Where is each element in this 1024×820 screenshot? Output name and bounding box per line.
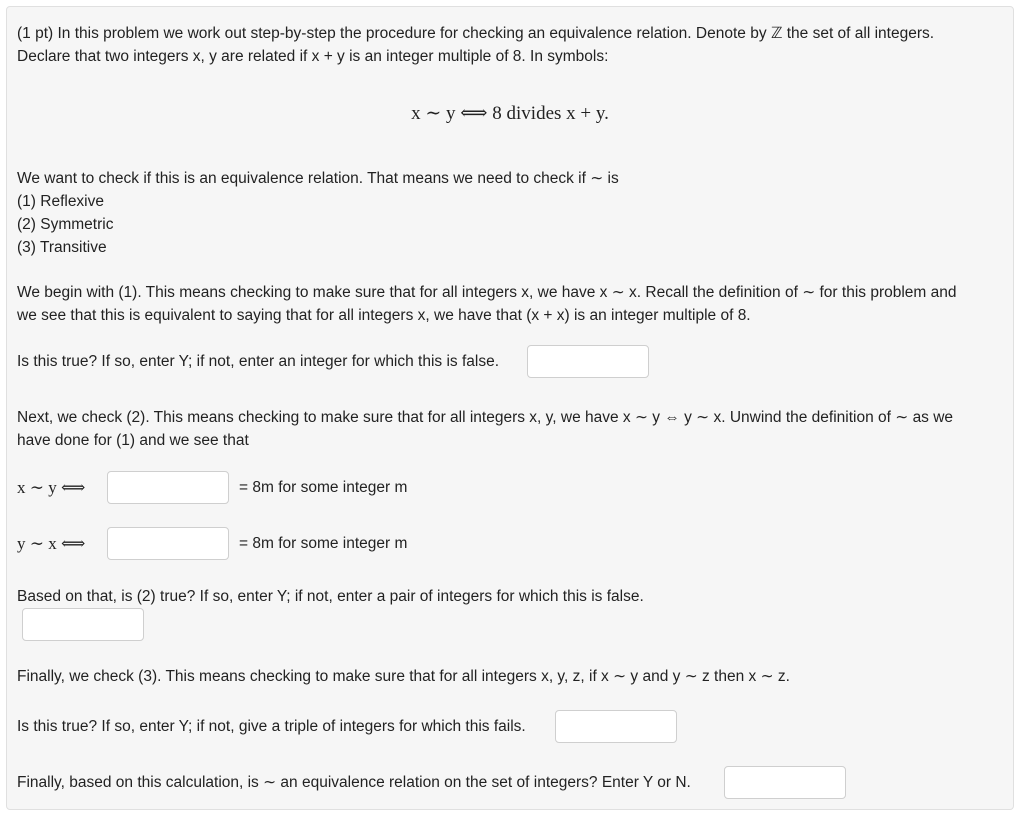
sym-row1-input[interactable] bbox=[107, 471, 229, 504]
symmetric-question: Based on that, is (2) true? If so, enter Y; if not, enter a pair of integers for which this is false. bbox=[17, 588, 644, 605]
display-formula: x ∼ y ⟺ 8 divides x + y. bbox=[411, 103, 609, 124]
property-reflexive: (1) Reflexive bbox=[17, 193, 104, 210]
sym-row2-input[interactable] bbox=[107, 527, 229, 560]
transitive-answer-input[interactable] bbox=[555, 710, 677, 743]
symmetric-line-2: have done for (1) and we see that bbox=[17, 432, 249, 449]
reflexive-line-1: We begin with (1). This means checking to make sure that for all integers x, we have x ∼ x. Recall the definition of ∼ for this problem and bbox=[17, 284, 957, 301]
reflexive-answer-input[interactable] bbox=[527, 345, 649, 378]
sym-row2-left: y ∼ x ⟺ bbox=[17, 534, 86, 553]
check-intro: We want to check if this is an equivalence relation. That means we need to check if ∼ is bbox=[17, 170, 619, 187]
intro-line-2: Declare that two integers x, y are related if x + y is an integer multiple of 8. In symbols: bbox=[17, 48, 609, 65]
reflexive-question: Is this true? If so, enter Y; if not, enter an integer for which this is false. bbox=[17, 353, 500, 370]
sym-row1-left: x ∼ y ⟺ bbox=[17, 478, 86, 497]
final-answer-input[interactable] bbox=[724, 766, 846, 799]
intro-line-1: (1 pt) In this problem we work out step-by-step the procedure for checking an equivalence relation. Denote by ℤ the set of all integers. bbox=[17, 25, 935, 42]
sym-row1-right: = 8m for some integer m bbox=[239, 479, 408, 496]
transitive-line: Finally, we check (3). This means checking to make sure that for all integers x, y, z, if x ∼ y and y ∼ z then x ∼ z. bbox=[17, 668, 790, 685]
final-question: Finally, based on this calculation, is ∼ an equivalence relation on the set of integers? Enter Y or N. bbox=[17, 774, 691, 791]
symmetric-answer-input[interactable] bbox=[22, 608, 144, 641]
property-symmetric: (2) Symmetric bbox=[17, 216, 114, 233]
sym-row2-right: = 8m for some integer m bbox=[239, 535, 408, 552]
problem-panel bbox=[6, 6, 1014, 810]
transitive-question: Is this true? If so, enter Y; if not, give a triple of integers for which this fails. bbox=[17, 718, 526, 735]
property-transitive: (3) Transitive bbox=[17, 239, 107, 256]
symmetric-line-1: Next, we check (2). This means checking to make sure that for all integers x, y, we have x ∼ y ⇔ y ∼ x. Unwind the definition of ∼ as we bbox=[17, 409, 954, 426]
reflexive-line-2: we see that this is equivalent to saying that for all integers x, we have that (x + x) is an integer multiple of 8. bbox=[17, 307, 751, 324]
